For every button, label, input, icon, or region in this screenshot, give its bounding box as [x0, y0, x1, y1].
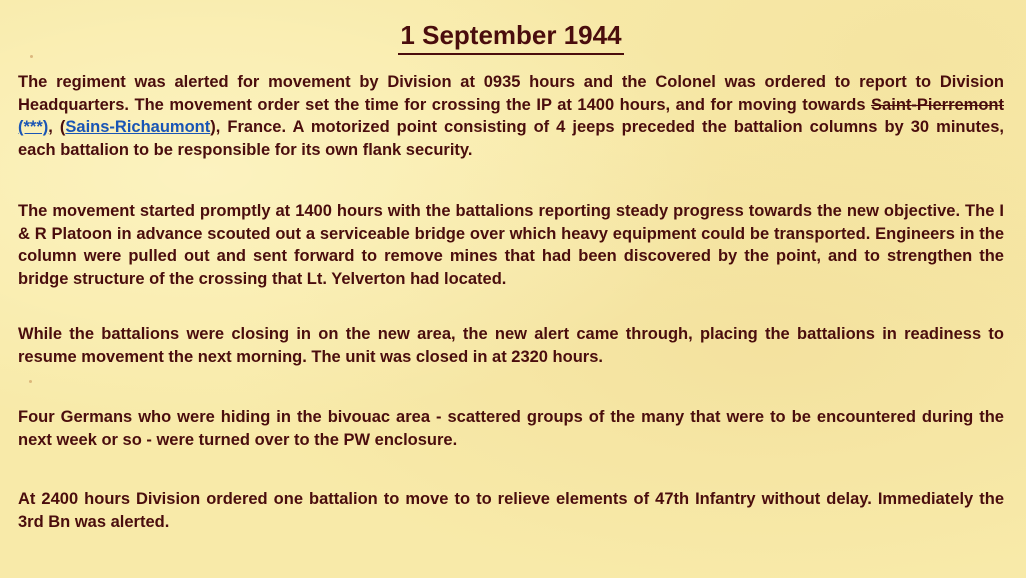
page-title: 1 September 1944 [398, 20, 623, 55]
paragraph-1-text-after: ), France. A motorized point consisting of 4 jeeps preceded the battalion columns by 30 minutes, each battalion to be responsible for its own flank security. [18, 118, 1004, 159]
struck-place-name: Saint-Pierremont [871, 95, 1004, 114]
paragraph-3: While the battalions were closing in on the new area, the new alert came through, placing the battalions in readiness to resume movement the next morning. The unit was closed in at 2320 hours. [18, 325, 1004, 366]
note-link[interactable]: (***) [18, 118, 49, 136]
paragraph-1-text-before: The regiment was alerted for movement by Division at 0935 hours and the Colonel was ordered to report to Division Headquarters. The movement order set the time for crossing the IP at 1400 hours, and for moving towards [18, 73, 1004, 114]
paragraph-2: The movement started promptly at 1400 hours with the battalions reporting steady progress towards the new objective. The I & R Platoon in advance scouted out a serviceable bridge over which heavy equipment could be transported. Engineers in the column were pulled out and sent forward to remove mines that had been discovered by the point, and to strengthen the bridge structure of the crossing that Lt. Yelverton had located. [18, 202, 1004, 288]
paragraph-1-text-mid: , ( [48, 118, 66, 136]
document-page [18, 0, 1004, 578]
paragraph-4: Four Germans who were hiding in the bivouac area - scattered groups of the many that were to be encountered during the next week or so - were turned over to the PW enclosure. [18, 408, 1004, 449]
title-block [18, 20, 1004, 55]
sains-richaumont-link[interactable]: Sains-Richaumont [65, 118, 211, 136]
paragraph-1 [18, 71, 1004, 161]
paragraph-5: At 2400 hours Division ordered one battalion to move to to relieve elements of 47th Infantry without delay. Immediately the 3rd Bn was alerted. [18, 490, 1004, 531]
